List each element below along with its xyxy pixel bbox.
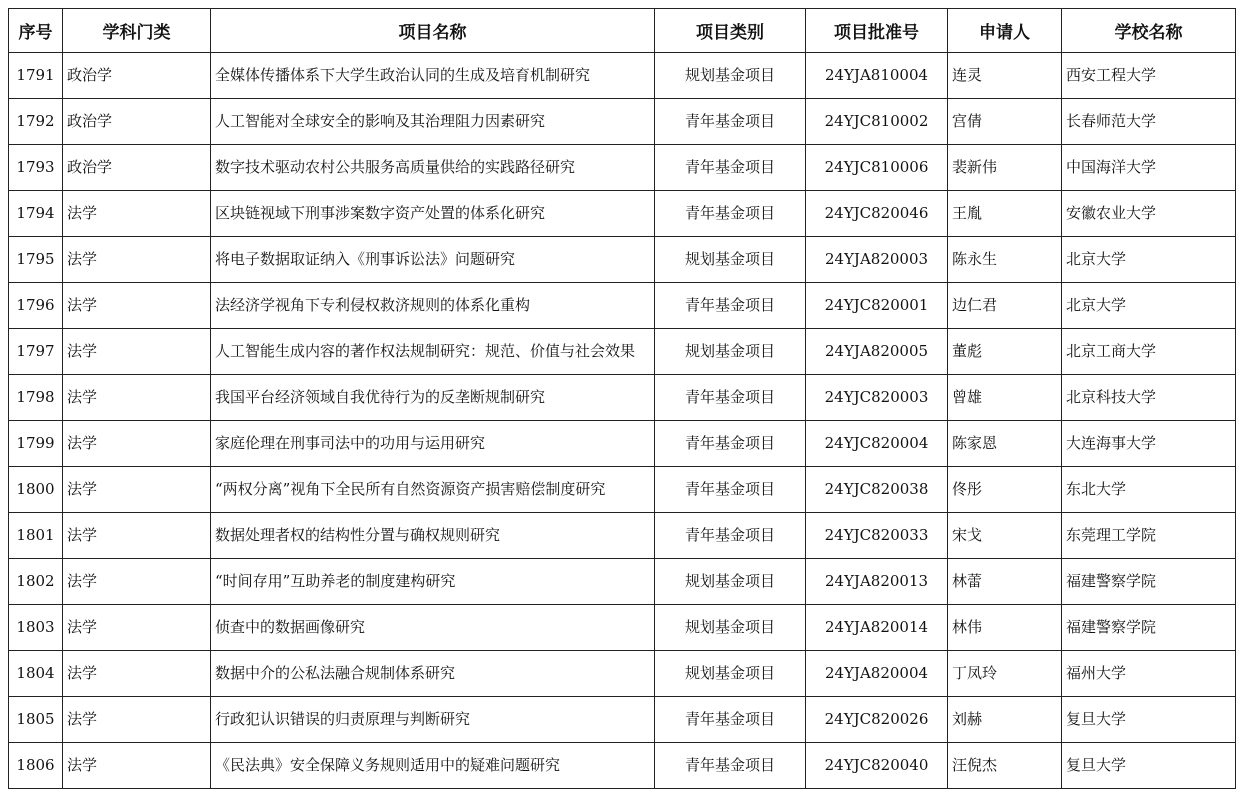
applicant-cell: 陈家恩 [948,421,1062,467]
project-type-cell: 青年基金项目 [655,375,806,421]
table-row [9,99,1236,145]
discipline-cell: 法学 [63,559,211,605]
school-cell: 大连海事大学 [1062,421,1236,467]
row-number: 1806 [9,743,63,789]
approval-code-cell: 24YJA820014 [806,605,948,651]
project-name-cell: 法经济学视角下专利侵权救济规则的体系化重构 [211,283,655,329]
project-name-cell: 人工智能对全球安全的影响及其治理阻力因素研究 [211,99,655,145]
discipline-cell: 法学 [63,191,211,237]
row-number: 1802 [9,559,63,605]
school-cell: 西安工程大学 [1062,53,1236,99]
project-name-cell: 区块链视域下刑事涉案数字资产处置的体系化研究 [211,191,655,237]
table-row [9,329,1236,375]
header-project-name: 项目名称 [211,9,655,53]
discipline-cell: 法学 [63,651,211,697]
approval-code-cell: 24YJA820005 [806,329,948,375]
approval-code-cell: 24YJC820001 [806,283,948,329]
project-type-cell: 规划基金项目 [655,651,806,697]
applicant-cell: 裴新伟 [948,145,1062,191]
applicant-cell: 丁凤玲 [948,651,1062,697]
school-cell: 福州大学 [1062,651,1236,697]
school-cell: 北京科技大学 [1062,375,1236,421]
discipline-cell: 法学 [63,421,211,467]
table-row [9,513,1236,559]
school-cell: 北京工商大学 [1062,329,1236,375]
row-number: 1793 [9,145,63,191]
approval-code-cell: 24YJC820003 [806,375,948,421]
table-row [9,421,1236,467]
applicant-cell: 曾雄 [948,375,1062,421]
row-number: 1799 [9,421,63,467]
table-row [9,145,1236,191]
table-row [9,237,1236,283]
project-type-cell: 青年基金项目 [655,145,806,191]
approval-code-cell: 24YJA820013 [806,559,948,605]
header-discipline: 学科门类 [63,9,211,53]
applicant-cell: 边仁君 [948,283,1062,329]
table-row [9,467,1236,513]
project-type-cell: 青年基金项目 [655,697,806,743]
project-name-cell: 侦查中的数据画像研究 [211,605,655,651]
school-cell: 福建警察学院 [1062,605,1236,651]
project-type-cell: 青年基金项目 [655,743,806,789]
discipline-cell: 法学 [63,605,211,651]
applicant-cell: 汪倪杰 [948,743,1062,789]
school-cell: 东莞理工学院 [1062,513,1236,559]
row-number: 1801 [9,513,63,559]
discipline-cell: 法学 [63,375,211,421]
table-row [9,605,1236,651]
discipline-cell: 政治学 [63,145,211,191]
discipline-cell: 政治学 [63,99,211,145]
discipline-cell: 政治学 [63,53,211,99]
project-name-cell: 家庭伦理在刑事司法中的功用与运用研究 [211,421,655,467]
project-type-cell: 青年基金项目 [655,513,806,559]
table-row [9,191,1236,237]
applicant-cell: 宫倩 [948,99,1062,145]
row-number: 1805 [9,697,63,743]
approval-code-cell: 24YJC820004 [806,421,948,467]
header-num: 序号 [9,9,63,53]
school-cell: 复旦大学 [1062,743,1236,789]
table-row [9,559,1236,605]
header-school: 学校名称 [1062,9,1236,53]
approval-code-cell: 24YJC810006 [806,145,948,191]
applicant-cell: 林伟 [948,605,1062,651]
project-name-cell: 数据中介的公私法融合规制体系研究 [211,651,655,697]
school-cell: 复旦大学 [1062,697,1236,743]
project-type-cell: 规划基金项目 [655,559,806,605]
project-type-cell: 规划基金项目 [655,329,806,375]
project-name-cell: 数字技术驱动农村公共服务高质量供给的实践路径研究 [211,145,655,191]
header-approval-code: 项目批准号 [806,9,948,53]
applicant-cell: 佟彤 [948,467,1062,513]
row-number: 1796 [9,283,63,329]
project-name-cell: 行政犯认识错误的归责原理与判断研究 [211,697,655,743]
row-number: 1792 [9,99,63,145]
approval-code-cell: 24YJC820040 [806,743,948,789]
school-cell: 长春师范大学 [1062,99,1236,145]
discipline-cell: 法学 [63,743,211,789]
project-type-cell: 青年基金项目 [655,99,806,145]
discipline-cell: 法学 [63,283,211,329]
applicant-cell: 刘赫 [948,697,1062,743]
school-cell: 北京大学 [1062,237,1236,283]
approval-code-cell: 24YJA820004 [806,651,948,697]
project-type-cell: 规划基金项目 [655,605,806,651]
header-applicant: 申请人 [948,9,1062,53]
project-name-cell: 数据处理者权的结构性分置与确权规则研究 [211,513,655,559]
project-name-cell: 《民法典》安全保障义务规则适用中的疑难问题研究 [211,743,655,789]
school-cell: 安徽农业大学 [1062,191,1236,237]
table-row [9,697,1236,743]
school-cell: 东北大学 [1062,467,1236,513]
table-row [9,743,1236,789]
project-type-cell: 青年基金项目 [655,283,806,329]
table-row [9,375,1236,421]
applicant-cell: 陈永生 [948,237,1062,283]
project-type-cell: 青年基金项目 [655,191,806,237]
header-row [9,9,1236,53]
approval-code-cell: 24YJC820026 [806,697,948,743]
table-row [9,53,1236,99]
school-cell: 中国海洋大学 [1062,145,1236,191]
project-name-cell: 全媒体传播体系下大学生政治认同的生成及培育机制研究 [211,53,655,99]
discipline-cell: 法学 [63,467,211,513]
header-project-type: 项目类别 [655,9,806,53]
approval-code-cell: 24YJA810004 [806,53,948,99]
project-type-cell: 规划基金项目 [655,237,806,283]
project-name-cell: “两权分离”视角下全民所有自然资源资产损害赔偿制度研究 [211,467,655,513]
row-number: 1798 [9,375,63,421]
row-number: 1804 [9,651,63,697]
applicant-cell: 王胤 [948,191,1062,237]
discipline-cell: 法学 [63,513,211,559]
approval-code-cell: 24YJC820038 [806,467,948,513]
project-name-cell: 人工智能生成内容的著作权法规制研究：规范、价值与社会效果 [211,329,655,375]
table-row [9,651,1236,697]
discipline-cell: 法学 [63,237,211,283]
row-number: 1795 [9,237,63,283]
discipline-cell: 法学 [63,697,211,743]
project-type-cell: 规划基金项目 [655,53,806,99]
project-table [8,8,1236,789]
row-number: 1803 [9,605,63,651]
applicant-cell: 宋戈 [948,513,1062,559]
applicant-cell: 林蕾 [948,559,1062,605]
project-type-cell: 青年基金项目 [655,421,806,467]
project-name-cell: “时间存用”互助养老的制度建构研究 [211,559,655,605]
school-cell: 北京大学 [1062,283,1236,329]
approval-code-cell: 24YJA820003 [806,237,948,283]
table-header [9,9,1236,53]
approval-code-cell: 24YJC810002 [806,99,948,145]
project-type-cell: 青年基金项目 [655,467,806,513]
row-number: 1794 [9,191,63,237]
discipline-cell: 法学 [63,329,211,375]
table-row [9,283,1236,329]
project-name-cell: 我国平台经济领域自我优待行为的反垄断规制研究 [211,375,655,421]
row-number: 1800 [9,467,63,513]
project-name-cell: 将电子数据取证纳入《刑事诉讼法》问题研究 [211,237,655,283]
applicant-cell: 董彪 [948,329,1062,375]
approval-code-cell: 24YJC820033 [806,513,948,559]
row-number: 1791 [9,53,63,99]
table-body [9,53,1236,789]
school-cell: 福建警察学院 [1062,559,1236,605]
applicant-cell: 连灵 [948,53,1062,99]
approval-code-cell: 24YJC820046 [806,191,948,237]
row-number: 1797 [9,329,63,375]
